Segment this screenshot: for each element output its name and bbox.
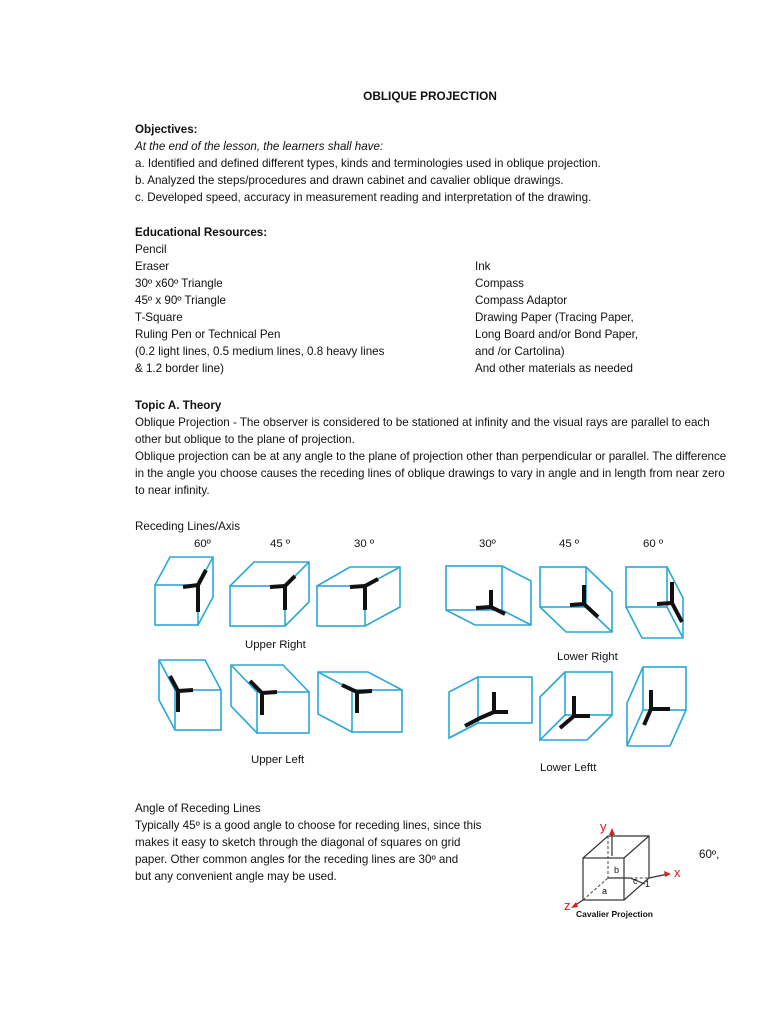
theory-paragraph-2: Oblique projection can be at any angle to the plane of projection other than perpendicular or parallel. The difference in the angle you choose causes the receding lines of oblique drawings to vary in angle and in length from near zero to near infinity. [135,450,727,498]
angle-label: 60º [194,538,211,550]
objectives-intro: At the end of the lesson, the learners shall have: [135,140,384,153]
angle-label: 30º [479,538,496,550]
resource-item: Compass [475,277,524,290]
figure-label-1: 1 [645,879,651,889]
angle-label: 60 º [643,538,663,550]
resource-item: 30º x60º Triangle [135,277,223,290]
angle-label: 30 º [354,538,374,550]
resource-item: and /or Cartolina) [475,345,565,358]
receding-heading: Receding Lines/Axis [135,520,241,533]
objective-item: a. Identified and defined different types, kinds and terminologies used in oblique projection. [135,157,601,170]
figure-label-c: c [633,876,638,886]
angle-section-line: makes it easy to sketch through the diagonal of squares on grid [135,836,461,849]
resource-item: Long Board and/or Bond Paper, [475,328,639,341]
figure-label-b: b [614,865,620,875]
objective-item: b. Analyzed the steps/procedures and drawn cabinet and cavalier oblique drawings. [135,174,564,187]
figure-axis-x: x [674,865,681,880]
figure-label-a: a [602,886,608,896]
objectives-heading: Objectives: [135,123,198,136]
angle-label: 45 º [559,538,579,550]
resource-item: & 1.2 border line) [135,362,224,375]
figure-axis-z: z [564,898,571,913]
label-upper-right: Upper Right [245,639,306,651]
angle-section-dangling: 60º, [699,848,720,861]
resource-item: And other materials as needed [475,362,633,375]
resources-heading: Educational Resources: [135,226,268,239]
resource-item: (0.2 light lines, 0.5 medium lines, 0.8 heavy lines [135,345,385,358]
figure-caption: Cavalier Projection [576,909,654,919]
resource-item: Compass Adaptor [475,294,568,307]
label-lower-right: Lower Right [557,651,618,663]
resource-item: Drawing Paper (Tracing Paper, [475,311,634,324]
label-upper-left: Upper Left [251,754,305,766]
angle-section-heading: Angle of Receding Lines [135,802,261,815]
resource-item: Ink [475,260,491,273]
angle-section-line: paper. Other common angles for the receding lines are 30º and [135,853,459,866]
angle-label: 45 º [270,538,290,550]
angle-section-line: Typically 45º is a good angle to choose for receding lines, since this [135,819,482,832]
resource-item: Ruling Pen or Technical Pen [135,328,281,341]
objective-item: c. Developed speed, accuracy in measurement reading and interpretation of the drawing. [135,191,592,204]
figure-axis-y: y [600,819,607,834]
label-lower-left: Lower Leftt [540,762,597,774]
resource-item: Pencil [135,243,167,256]
resource-item: 45º x 90º Triangle [135,294,226,307]
resource-item: Eraser [135,260,170,273]
resource-item: T-Square [135,311,183,324]
angle-section-line: but any convenient angle may be used. [135,870,337,883]
page-title: OBLIQUE PROJECTION [363,89,497,103]
theory-paragraph-1: Oblique Projection - The observer is considered to be stationed at infinity and the visual rays are parallel to each other but oblique to the plane of projection. [135,416,710,447]
theory-heading: Topic A. Theory [135,399,222,412]
